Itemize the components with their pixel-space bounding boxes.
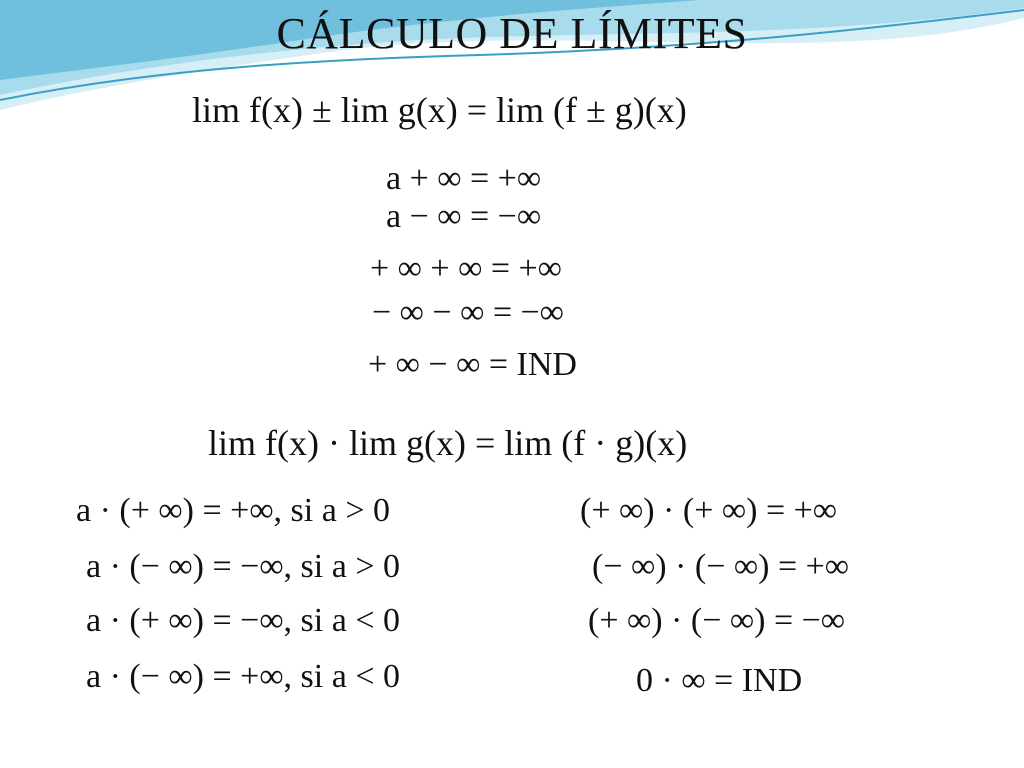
product-case-left: a · (+ ∞) = −∞, si a < 0 [86,602,401,639]
product-case-right: 0 · ∞ = IND [636,662,803,699]
sum-case: + ∞ − ∞ = IND [368,346,577,383]
product-case-left: a · (− ∞) = +∞, si a < 0 [86,658,401,695]
slide-title: CÁLCULO DE LÍMITES [276,9,748,58]
sum-case: − ∞ − ∞ = −∞ [372,294,564,331]
product-case-left: a · (+ ∞) = +∞, si a > 0 [76,492,391,529]
sum-case: a + ∞ = +∞ [386,160,542,197]
sum-case: + ∞ + ∞ = +∞ [370,250,562,287]
product-rule: lim f(x) · lim g(x) = lim (f · g)(x) [208,423,688,463]
sum-case: a − ∞ = −∞ [386,198,542,235]
product-case-left: a · (− ∞) = −∞, si a > 0 [86,548,401,585]
sum-rule: lim f(x) ± lim g(x) = lim (f ± g)(x) [192,90,687,130]
product-case-right: (+ ∞) · (− ∞) = −∞ [588,602,846,639]
product-case-right: (− ∞) · (− ∞) = +∞ [592,548,850,585]
product-case-right: (+ ∞) · (+ ∞) = +∞ [580,492,838,529]
